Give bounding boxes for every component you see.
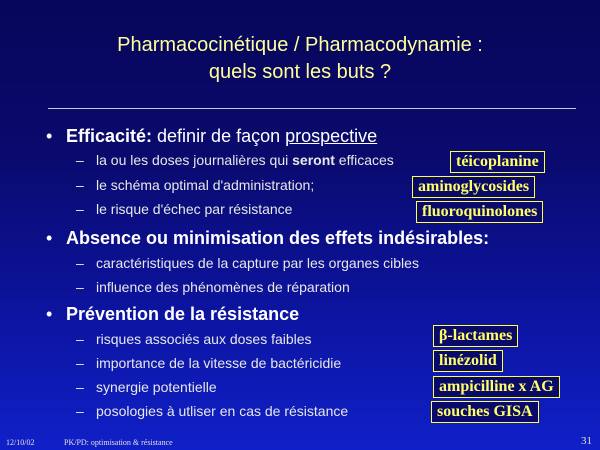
sub-item-text: influence des phénomènes de réparation [96, 279, 350, 295]
sub-item [76, 331, 312, 347]
footer-caption: PK/PD: optimisation & résistance [64, 438, 173, 447]
sub-item-text: caractéristiques de la capture par les organes cibles [96, 255, 419, 271]
title-line-2: quels sont les buts ? [208, 61, 392, 83]
dash: – [76, 255, 84, 271]
sub-item-text: synergie potentielle [96, 379, 217, 395]
bullet-label: Prévention de la résistance [66, 304, 300, 324]
dash: – [76, 177, 84, 193]
sub-item-text: posologies à utliser en cas de résistance [96, 403, 349, 419]
drug-tag: souches GISA [431, 401, 539, 423]
sub-item [76, 201, 292, 217]
sub-item-text: importance de la vitesse de bactéricidie [96, 355, 342, 371]
sub-item-text: efficaces [334, 152, 394, 168]
title-divider [48, 108, 576, 109]
bullet-resistance [46, 304, 299, 325]
bullet-label: Absence ou minimisation des effets indésirables: [66, 228, 490, 248]
page-number: 31 [581, 435, 592, 447]
bullet-rest-underlined: prospective [285, 126, 378, 146]
drug-tag: fluoroquinolones [416, 201, 543, 223]
bullet-effets-indesirables [46, 228, 489, 249]
bullet-efficacite [46, 126, 377, 147]
sub-item-text: la ou les doses journalières qui [96, 152, 293, 168]
title-line-1: Pharmacocinétique / Pharmacodynamie : [117, 34, 483, 56]
footer-date: 12/10/02 [6, 438, 35, 447]
drug-tag: aminoglycosides [412, 176, 535, 198]
bullet-label: Efficacité: [66, 126, 153, 146]
dash: – [76, 379, 84, 395]
sub-item [76, 355, 341, 371]
sub-item-bold: seront [292, 152, 335, 168]
sub-item [76, 403, 348, 419]
sub-item-text: le risque d'échec par résistance [96, 201, 293, 217]
drug-tag: ampicilline x AG [433, 376, 560, 398]
sub-item [76, 279, 350, 295]
sub-item-text: risques associés aux doses faibles [96, 331, 312, 347]
drug-tag: β-lactames [433, 325, 518, 347]
slide-title [40, 32, 560, 86]
bullet-dot: • [46, 126, 53, 146]
sub-item [76, 152, 394, 168]
dash: – [76, 331, 84, 347]
dash: – [76, 403, 84, 419]
dash: – [76, 355, 84, 371]
sub-item [76, 255, 419, 271]
drug-tag: téicoplanine [450, 151, 545, 173]
bullet-rest: definir de façon [152, 126, 286, 146]
bullet-dot: • [46, 228, 53, 248]
dash: – [76, 152, 84, 168]
bullet-dot: • [46, 304, 53, 324]
dash: – [76, 201, 84, 217]
sub-item-text: le schéma optimal d'administration; [96, 177, 315, 193]
drug-tag: linézolid [433, 350, 503, 372]
dash: – [76, 279, 84, 295]
sub-item [76, 177, 314, 193]
sub-item [76, 379, 217, 395]
